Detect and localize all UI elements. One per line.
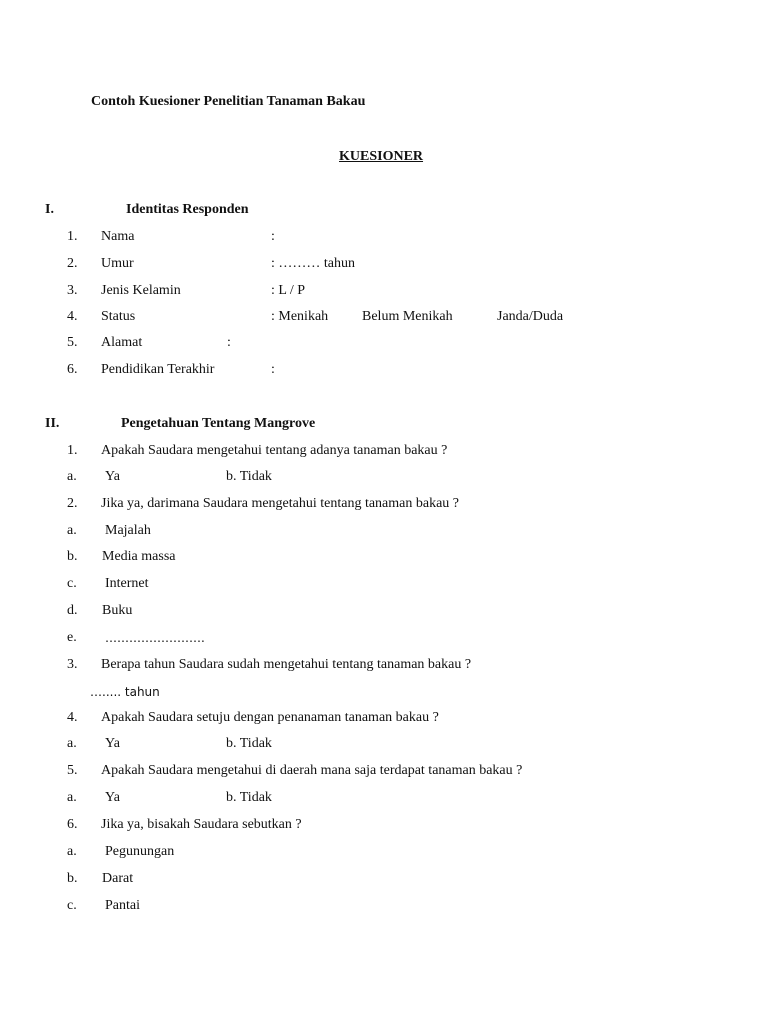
section1-number: I. [45, 202, 54, 217]
section2-title: Pengetahuan Tentang Mangrove [121, 416, 316, 431]
item-value-alamat: : [227, 335, 231, 350]
option-text: Buku [102, 603, 133, 618]
option-text: Majalah [105, 523, 151, 538]
item-number: 3. [67, 283, 78, 298]
item-number: 2. [67, 256, 78, 271]
option-ya: Ya [105, 736, 120, 751]
question-text: Apakah Saudara mengetahui tentang adanya tanaman bakau ? [101, 443, 448, 458]
option-ya: Ya [105, 790, 120, 805]
option-mark: d. [67, 603, 78, 618]
option-mark: a. [67, 736, 77, 751]
question-number: 6. [67, 817, 78, 832]
question-number: 4. [67, 710, 78, 725]
item-label-alamat: Alamat [101, 335, 143, 350]
option-text: Pegunungan [105, 844, 175, 859]
item-value-nama: : [271, 229, 275, 244]
item-number: 1. [67, 229, 78, 244]
item-label-nama: Nama [101, 229, 135, 244]
document-title: Contoh Kuesioner Penelitian Tanaman Bakau [91, 94, 366, 109]
item-label-status: Status [101, 309, 136, 324]
option-mark: a. [67, 469, 77, 484]
status-option-janda-duda: Janda/Duda [497, 309, 564, 324]
item-number: 5. [67, 335, 78, 350]
status-option-belum-menikah: Belum Menikah [362, 309, 453, 324]
section2-number: II. [45, 416, 60, 431]
option-tidak: b. Tidak [226, 736, 272, 751]
option-text: Darat [102, 871, 134, 886]
option-blank: ……………………. [105, 631, 205, 645]
option-ya: Ya [105, 469, 120, 484]
item-value-pendidikan: : [271, 362, 275, 377]
option-tidak: b. Tidak [226, 790, 272, 805]
question-text: Apakah Saudara mengetahui di daerah mana saja terdapat tanaman bakau ? [101, 763, 523, 778]
item-number: 6. [67, 362, 78, 377]
question-number: 1. [67, 443, 78, 458]
question-number: 3. [67, 657, 78, 672]
answer-blank: …..... tahun [90, 685, 160, 699]
option-tidak: b. Tidak [226, 469, 272, 484]
section1-title: Identitas Responden [126, 202, 249, 217]
option-text: Internet [105, 576, 149, 591]
item-label-pendidikan: Pendidikan Terakhir [101, 362, 215, 377]
question-text: Apakah Saudara setuju dengan penanaman tanaman bakau ? [101, 710, 439, 725]
option-mark: c. [67, 576, 77, 591]
option-mark: b. [67, 871, 78, 886]
item-label-jenis-kelamin: Jenis Kelamin [101, 283, 181, 298]
option-text: Media massa [102, 549, 176, 564]
option-mark: e. [67, 630, 77, 645]
option-mark: c. [67, 898, 77, 913]
item-label-umur: Umur [101, 256, 134, 271]
option-mark: a. [67, 523, 77, 538]
question-number: 2. [67, 496, 78, 511]
option-mark: a. [67, 844, 77, 859]
questionnaire-heading: KUESIONER [339, 149, 424, 164]
option-text: Pantai [105, 898, 140, 913]
question-text: Jika ya, darimana Saudara mengetahui tentang tanaman bakau ? [101, 496, 460, 511]
option-mark: a. [67, 790, 77, 805]
item-value-jenis-kelamin: : L / P [271, 283, 306, 298]
question-number: 5. [67, 763, 78, 778]
option-mark: b. [67, 549, 78, 564]
item-value-status: : Menikah [271, 309, 329, 324]
question-text: Berapa tahun Saudara sudah mengetahui tentang tanaman bakau ? [101, 657, 472, 672]
item-number: 4. [67, 309, 78, 324]
question-text: Jika ya, bisakah Saudara sebutkan ? [101, 817, 302, 832]
item-value-umur: : ……… tahun [271, 256, 355, 271]
